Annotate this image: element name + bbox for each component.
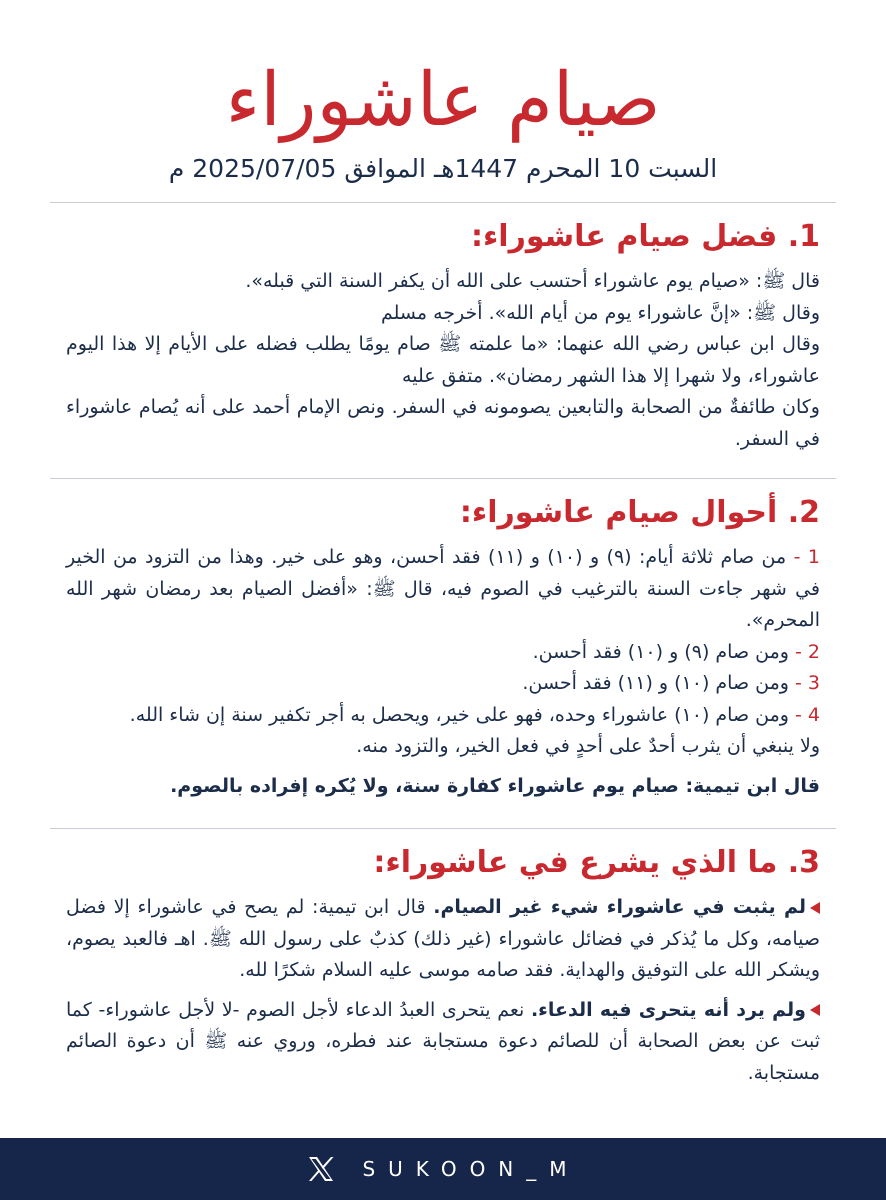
point-text: قال ابن تيمية: لم يصح في عاشوراء إلا فضل صيامه، وكل ما يُذكر في فضائل عاشوراء (غير ذلك) كذبٌ على رسول الله ﷺ. اهـ فالعبد يصوم، ويشكر الله على التوفيق والهداية. فقد صامه موسى عليه السلام شكرًا لله. <box>66 896 820 981</box>
divider <box>50 478 836 479</box>
section-title: 2. أحوال صيام عاشوراء: <box>459 495 820 530</box>
divider <box>50 828 836 829</box>
ibn-taymiyya-quote: قال ابن تيمية: صيام يوم عاشوراء كفارة سنة، ولا يُكره إفراده بالصوم. <box>170 774 820 797</box>
item-number: 1 - <box>793 546 820 568</box>
point-heading: ولم يرد أنه يتحرى فيه الدعاء. <box>530 998 806 1021</box>
x-logo-icon <box>306 1154 336 1184</box>
point-heading: لم يثبت في عاشوراء شيء غير الصيام. <box>433 896 806 918</box>
footer-bar <box>0 1138 886 1200</box>
section-title: 1. فضل صيام عاشوراء: <box>470 219 820 254</box>
list-item <box>66 700 820 732</box>
item-number: 2 - <box>795 640 820 663</box>
item-text: ومن صام (١٠) و (١١) فقد أحسن. <box>522 672 789 694</box>
section-legislated <box>66 842 820 1089</box>
point-text: نعم يتحرى العبدُ الدعاء لأجل الصوم -لا لأجل عاشوراء- كما ثبت عن بعض الصحابة أن للصائم دعوة مستجابة عند فطره، وروي عنه ﷺ أن دعوة الصائم مستجابة. <box>66 998 820 1084</box>
point <box>66 995 820 1090</box>
divider <box>50 202 836 203</box>
section-title: 3. ما الذي يشرع في عاشوراء: <box>373 845 820 880</box>
date-subtitle: السبت 10 المحرم 1447هـ الموافق 2025/07/05 م <box>168 154 718 183</box>
item-text: ومن صام (٩) و (١٠) فقد أحسن. <box>532 640 789 663</box>
section-virtue <box>66 216 820 455</box>
page-title: صيام عاشوراء <box>225 57 661 143</box>
list-item <box>66 668 820 700</box>
list-item <box>66 542 820 637</box>
item-text: من صام ثلاثة أيام: (٩) و (١٠) و (١١) فقد أحسن، وهو على خير. وهذا من التزود من الخير في شهر جاءت السنة بالترغيب في الصوم فيه، قال ﷺ: «أفضل الصيام بعد رمضان شهر الله المحرم». <box>66 546 820 631</box>
item-text: ومن صام (١٠) عاشوراء وحده، فهو على خير، ويحصل به أجر تكفير سنة إن شاء الله. <box>129 703 789 726</box>
note: ولا ينبغي أن يثرب أحدٌ على أحدٍ في فعل الخير، والتزود منه. <box>356 735 820 757</box>
list-item <box>66 637 820 669</box>
item-number: 4 - <box>795 703 820 726</box>
item-number: 3 - <box>795 672 820 694</box>
account-handle[interactable]: SUKOON_M <box>362 1157 580 1181</box>
paragraph: وكان طائفةٌ من الصحابة والتابعين يصومونه في السفر. ونص الإمام أحمد على أنه يُصام عاشوراء في السفر. <box>66 396 820 450</box>
triangle-bullet-icon <box>810 1004 820 1016</box>
paragraph: وقال ابن عباس رضي الله عنهما: «ما علمته ﷺ صام يومًا يطلب فضله على الأيام إلا هذا اليوم عاشوراء، ولا شهرا إلا هذا الشهر رمضان». متفق عليه <box>66 333 820 387</box>
section-cases <box>66 492 820 802</box>
triangle-bullet-icon <box>810 902 820 914</box>
paragraph: وقال ﷺ: «إنَّ عاشوراء يوم من أيام الله». أخرجه مسلم <box>380 301 820 324</box>
paragraph: قال ﷺ: «صيام يوم عاشوراء أحتسب على الله أن يكفر السنة التي قبله». <box>245 270 820 292</box>
point <box>66 892 820 987</box>
